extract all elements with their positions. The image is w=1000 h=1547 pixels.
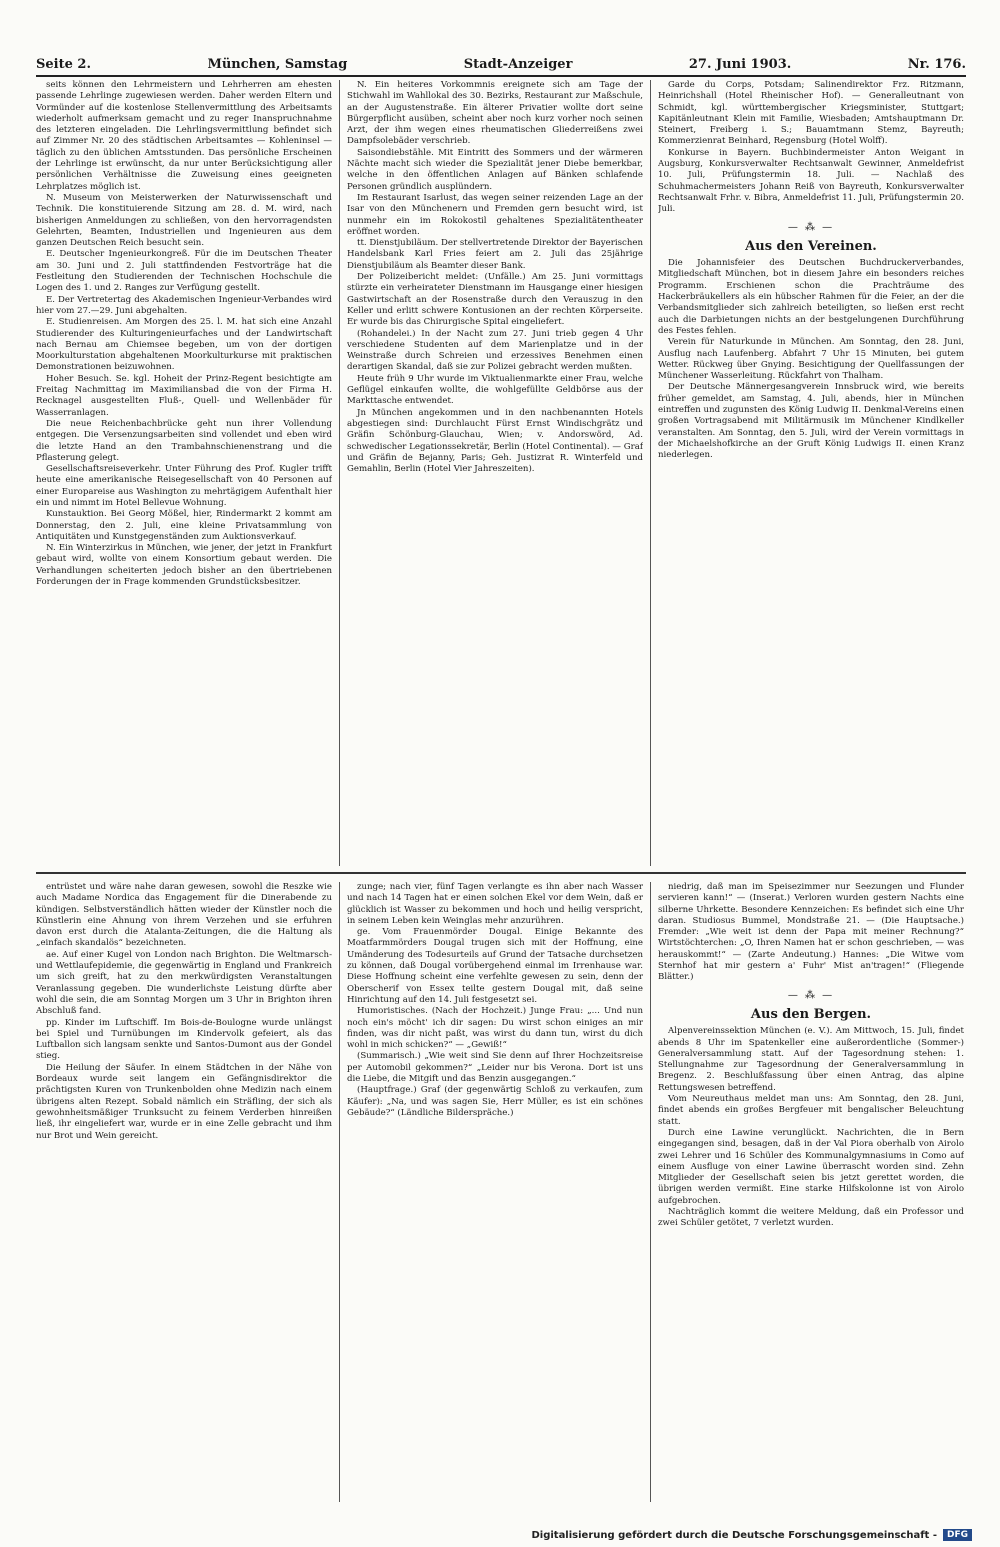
article: Die neue Reichenbachbrücke geht nun ihrer Vollendung entgegen. Die Versenzungsarbeiten sind vollendet und eben wird die letzte Hand an den Trambahnschienenstrang und die Pflasterung gelegt. (36, 418, 332, 463)
article: Alpenvereinssektion München (e. V.). Am Mittwoch, 15. Juli, findet abends 8 Uhr im Spatenkeller eine außerordentliche (Sommer-) Generalversammlung statt. Auf der Tagesordnung stehen: 1. Stellungnahme zur Tagesordnung der Generalversammlung in Bregenz. 2. Beschlußfassung über einen Antrag, das alpine Rettungswesen betreffend. (658, 1026, 964, 1093)
article: Hoher Besuch. Se. kgl. Hoheit der Prinz-Regent besichtigte am Freitag Nachmittag im Maximiliansbad die von der Firma H. Recknagel ausgestellten Fluß-, Quell- und Wellenbäder für Wasserranlagen. (36, 373, 332, 418)
article: (Hauptfrage.) Graf (der gegenwärtig Schloß zu verkaufen, zum Käufer): „Na, und was sagen Sie, Herr Müller, es ist ein schönes Gebäude?“ (Ländliche Bilderspräche.) (347, 1085, 643, 1118)
article: Heute früh 9 Uhr wurde im Viktualienmarkte einer Frau, welche Geflügel einkaufen wollte, die wohlgefüllte Geldbörse aus der Markttasche entwendet. (347, 373, 643, 407)
article: Vom Neureuthaus meldet man uns: Am Sonntag, den 28. Juni, findet abends ein großes Bergfeuer mit bengalischer Beleuchtung statt. (658, 1094, 964, 1127)
page-number: Seite 2. (36, 57, 91, 72)
article: Saisondiebstähle. Mit Eintritt des Sommers und der wärmeren Nächte macht sich wieder die Spezialität jener Diebe bemerkbar, welche in den öffentlichen Anlagen auf Bänken schlafende Personen gründlich ausplündern. (347, 147, 643, 192)
digitization-footer (531, 1529, 972, 1541)
column-5 (347, 882, 643, 1502)
ornament: — ⁂ — (787, 989, 835, 1001)
article: entrüstet und wäre nahe daran gewesen, sowohl die Reszke wie auch Madame Nordica das Engagement für die Dinerabende zu kündigen. Selbstverständlich hätten wieder der Künstler noch die Künstlerin eine Ahnung von ihrem Verzehen und sie erfuhren davon erst durch die Atalanta-Zeitungen, die die Haltung als „einfach skandalös“ bezeichneten. (36, 882, 332, 949)
article: Der Polizeibericht meldet: (Unfälle.) Am 25. Juni vormittags stürzte ein verheirateter Dienstmann im Hausgange einer hiesigen Gastwirtschaft an der Rosenstraße durch den Verauszug in den Keller und erlitt schwere Kontusionen an der rechten Körperseite. Er wurde bis das Chirurgische Spital eingeliefert. (347, 272, 643, 328)
column-3 (658, 80, 964, 866)
article: N. Ein Winterzirkus in München, wie jener, der jetzt in Frankfurt gebaut wird, wollte von einem Konsortium gebaut werden. Die Verhandlungen scheiterten jedoch bisher an den übertriebenen Forderungen der in Frage kommenden Grundstücksbesitzer. (36, 543, 332, 588)
issue-number: Nr. 176. (907, 57, 966, 72)
article: Die Johannisfeier des Deutschen Buchdruckerverbandes, Mitgliedschaft München, bot in diesem Jahre ein besonders reiches Programm. Erschienen schon die Prachträume des Hackerbräukellers als ein hübscher Rahmen für die Feier, an der die Verbandsmitglieder sich zahlreich beteiligten, so ließen erst recht auch die Darbietungen nichts an der bestgelungenen Durchführung des Festes fehlen. (658, 258, 964, 336)
footer-text: Digitalisierung gefördert durch die Deutsche Forschungsgemeinschaft - (531, 1529, 937, 1541)
article: Die Heilung der Säufer. In einem Städtchen in der Nähe von Bordeaux wurde seit langem ein Gefängnisdirektor die prächtigsten Kuren von Trunkenbolden ohne Medizin nach einem übrigens alten Rezept. Sobald nämlich ein Sträfling, der sich als gewohnheitsmäßiger Trunksucht zu feinem Verderben hinreißen ließ, ihr eingeliefert war, wurde er in eine Zelle gebracht und ihm nur Brot und Wein gereicht. (36, 1062, 332, 1141)
article: Konkurse in Bayern. Buchbindermeister Anton Weigant in Augsburg, Konkursverwalter Rechtsanwalt Gewinner, Anmeldefrist 10. Juli, Prüfungstermin 18. Juli. — Nachlaß des Schuhmachermeisters Johann Reiß von Bayreuth, Konkursverwalter Rechtsanwalt Frhr. v. Bibra, Anmeldefrist 11. Juli, Prüfungstermin 20. Juli. (658, 147, 964, 215)
column-divider (339, 80, 340, 866)
article: zunge; nach vier, fünf Tagen verlangte es ihn aber nach Wasser und nach 14 Tagen hat er einen solchen Ekel vor dem Wein, daß er glücklich ist Wasser zu bekommen und hoch und heilig verspricht, in seinem Leben kein Weinglas mehr anzurühren. (347, 882, 643, 926)
article: Garde du Corps, Potsdam; Salinendirektor Frz. Ritzmann, Heinrichshall (Hotel Rheinischer Hof). — Generalleutnant von Schmidt, kgl. württembergischer Kriegsminister, Stuttgart; Kapitänleutnant Klein mit Familie, Wiesbaden; Amtshauptmann Dr. Steinert, Freiberg i. S.; Bauamtmann Stemz, Bayreuth; Kommerzienrat Beinhard, Regensburg (Hotel Wolff). (658, 80, 964, 147)
column-divider (650, 882, 651, 1502)
column-6 (658, 882, 964, 1502)
column-2 (347, 80, 643, 866)
article: Humoristisches. (Nach der Hochzeit.) Junge Frau: „... Und nun noch ein's möcht' ich dir sagen: Du wirst schon einiges an mir finden, was dir nicht paßt, was wirst du dann tun, wirst du dich wohl in mich schicken?“ — „Gewiß!“ (347, 1006, 643, 1051)
article: E. Deutscher Ingenieurkongreß. Für die im Deutschen Theater am 30. Juni und 2. Juli stattfindenden Festvorträge hat die Festleitung den Studierenden der Technischen Hochschule die Logen des 1. und 2. Ranges zur Verfügung gestellt. (36, 249, 332, 294)
article: niedrig, daß man im Speisezimmer nur Seezungen und Flunder servieren kann!“ — (Inserat.) Verloren wurden gestern Nachts eine silberne Uhrkette. Besondere Kennzeichen: Es befindet sich eine Uhr daran. Studiosus Bummel, Mondstraße 21. — (Die Hauptsache.) Fremder: „Wie weit ist denn der Papa mit meiner Rechnung?“ Wirtstöchterchen: „O, Ihren Namen hat er schon geschrieben, — was herauskommt!“ — (Zarte Andeutung.) Hannes: „Die Witwe vom Sternhof hat mir gestern a' Fuhr' Mist an'tragen!“ (Fliegende Blätter.) (658, 882, 964, 983)
article: Jn München angekommen und in den nachbenannten Hotels abgestiegen sind: Durchlaucht Fürst Ernst Windischgrätz und Gräfin Schönburg-Glauchau, Wien; v. Andorswörd, Ad. schwedischer Legationssekretär, Berlin (Hotel Continental). — Graf und Gräfin de Bejanny, Paris; Geh. Justizrat R. Winterfeld und Gemahlin, Berlin (Hotel Vier Jahreszeiten). (347, 407, 643, 475)
article: (Summarisch.) „Wie weit sind Sie denn auf Ihrer Hochzeitsreise per Automobil gekommen?“ „Leider nur bis Verona. Dort ist uns die Liebe, die Mitgift und das Benzin ausgegangen.“ (347, 1051, 643, 1085)
article: Nachträglich kommt die weitere Meldung, daß ein Professor und zwei Schüler getötet, 7 verletzt wurden. (658, 1207, 964, 1229)
paper-title: Stadt-Anzeiger (463, 57, 573, 72)
article: ae. Auf einer Kugel von London nach Brighton. Die Weltmarsch- und Wettlaufepidemie, die gegenwärtig in England und Frankreich um sich greift, hat zu den merkwürdigsten Veranstaltungen Veranlassung gegeben. Die wunderlichste Leistung dürfte aber wohl die sein, die am Sonntag Morgen um 3 Uhr in Brighton ihren Abschluß fand. (36, 949, 332, 1017)
section-heading-vereine: Aus den Vereinen. (745, 238, 877, 254)
article: Verein für Naturkunde in München. Am Sonntag, den 28. Juni, Ausflug nach Laufenberg. Abfahrt 7 Uhr 15 Minuten, bei gutem Wetter. Rückweg über Gnying. Besichtigung der Quellfassungen der Münchener Wasserleitung. Rückfahrt von Thalham. (658, 337, 964, 382)
article: Im Restaurant Isarlust, das wegen seiner reizenden Lage an der Isar von den Münchenern und Fremden gern besucht wird, ist nunmehr ein im Rokokostil gehaltenes Spezialitätentheater eröffnet worden. (347, 192, 643, 237)
article: Gesellschaftsreiseverkehr. Unter Führung des Prof. Kugler trifft heute eine amerikanische Reisegesellschaft von 40 Personen auf einer Europareise aus Washington zu mehrtägigem Aufenthalt hier ein und nimmt im Hotel Bellevue Wohnung. (36, 464, 332, 508)
newspaper-page (36, 52, 966, 1522)
issue-date: 27. Juni 1903. (688, 57, 792, 72)
article: N. Ein heiteres Vorkommnis ereignete sich am Tage der Stichwahl im Wahllokal des 30. Bezirks, Restaurant zur Maßschule, an der Augustenstraße. Ein älterer Privatier wollte dort seine Bürgerpflicht ausüben, scheint aber noch kurz vorher noch seinen Arzt, der ihm wegen eines rheumatischen Gliederreißens zwei Dampfsolebäder verschrieb. (347, 80, 643, 147)
section-rule (36, 872, 966, 874)
section-heading-bergen: Aus den Bergen. (750, 1006, 872, 1022)
column-1 (36, 80, 332, 866)
article: Durch eine Lawine verunglückt. Nachrichten, die in Bern eingegangen sind, besagen, daß in der Val Piora oberhalb von Airolo zwei Lehrer und 16 Schüler des Kommunalgymnasiums in Como auf einem Ausfluge von einer Lawine überrascht worden sind. Zehn Mitglieder der Gesellschaft seien bis jetzt gerettet worden, die übrigen werden vermißt. Eine starke Hilfskolonne ist von Airolo aufgebrochen. (658, 1127, 964, 1206)
place-day: München, Samstag (207, 57, 348, 72)
column-divider (650, 80, 651, 866)
article: pp. Kinder im Luftschiff. Im Bois-de-Boulogne wurde unlängst bei Spiel und Turnübungen im Kindervolk gefeiert, als das Luftballon sich langsam senkte und Santos-Dumont aus der Gondel stieg. (36, 1017, 332, 1062)
article: E. Studienreisen. Am Morgen des 25. l. M. hat sich eine Anzahl Studierender des Kulturingenieurfaches und der Landwirtschaft nach Bernau am Chiemsee begeben, um von der dortigen Moorkulturstation abgehaltenen Moorkulturkurse mit praktischen Demonstrationen beizuwohnen. (36, 317, 332, 373)
column-4 (36, 882, 332, 1502)
article: (Rohandelei.) In der Nacht zum 27. Juni trieb gegen 4 Uhr verschiedene Studenten auf dem Marienplatze und in der Weinstraße durch Schreien und erzessives Benehmen einen derartigen Skandal, daß sie zur Polizei gebracht werden mußten. (347, 328, 643, 373)
article: E. Der Vertretertag des Akademischen Ingenieur-Verbandes wird hier vom 27.—29. Juni abgehalten. (36, 294, 332, 316)
article: Der Deutsche Männergesangverein Innsbruck wird, wie bereits früher gemeldet, am Samstag, 4. Juli, abends, hier in München eintreffen und zugunsten des König Ludwig II. Denkmal-Vereins einen großen Vortragsabend mit Militärmusik im Münchener Kindlkeller veranstalten. Am Sonntag, den 5. Juli, wird der Verein vormittags in der Michaelshofkirche an der Gruft König Ludwigs II. einen Kranz niederlegen. (658, 382, 964, 461)
article: seits können den Lehrmeistern und Lehrherren am ehesten passende Lehrlinge zugewiesen werden. Daher werden Eltern und Vormünder auf die kostenlose Stellenvermittlung des Arbeitsamts wiederholt aufmerksam gemacht und zu reger Inanspruchnahme des letzteren eingeladen. Die Lehrlingsvermittlung befindet sich auf Zimmer Nr. 20 des städtischen Arbeitsamtes — Kohleninsel — täglich zu den üblichen Amtsstunden. Das persönliche Erscheinen der Lehrlinge ist erwünscht, da nur unter Berücksichtigung aller persönlichen Verhältnisse die Zuweisung eines geeigneten Lehrplatzes möglich ist. (36, 80, 332, 192)
masthead (36, 52, 966, 77)
article: Kunstauktion. Bei Georg Mößel, hier, Rindermarkt 2 kommt am Donnerstag, den 2. Juli, eine kleine Privatsammlung von Antiquitäten und Kunstgegenständen zum Auktionsverkauf. (36, 509, 332, 542)
column-divider (339, 882, 340, 1502)
article: ge. Vom Frauenmörder Dougal. Einige Bekannte des Moatfarmmörders Dougal trugen sich mit der Hoffnung, eine Umänderung des Todesurteils auf Grund der Tatsache durchsetzen zu können, daß Dougal vorübergehend einmal im Irrenhause war. Diese Hoffnung scheint eine verfehlte gewesen zu sein, denn der Oberscherif von Essex teilte gestern Dougal mit, daß seine Hinrichtung auf den 14. Juli festgesetzt sei. (347, 927, 643, 1005)
dfg-logo: DFG (943, 1529, 972, 1541)
ornament: — ⁂ — (787, 221, 835, 233)
article: N. Museum von Meisterwerken der Naturwissenschaft und Technik. Die konstituierende Sitzung am 28. d. M. wird, nach bisherigen Anmeldungen zu schließen, von den hervorragendsten Gelehrten, Beamten, Industriellen und Ingenieuren aus dem ganzen Deutschen Reich besucht sein. (36, 192, 332, 249)
article: tt. Dienstjubiläum. Der stellvertretende Direktor der Bayerischen Handelsbank Karl Fries feiert am 2. Juli das 25jährige Dienstjubiläum als Beamter dieser Bank. (347, 238, 643, 271)
